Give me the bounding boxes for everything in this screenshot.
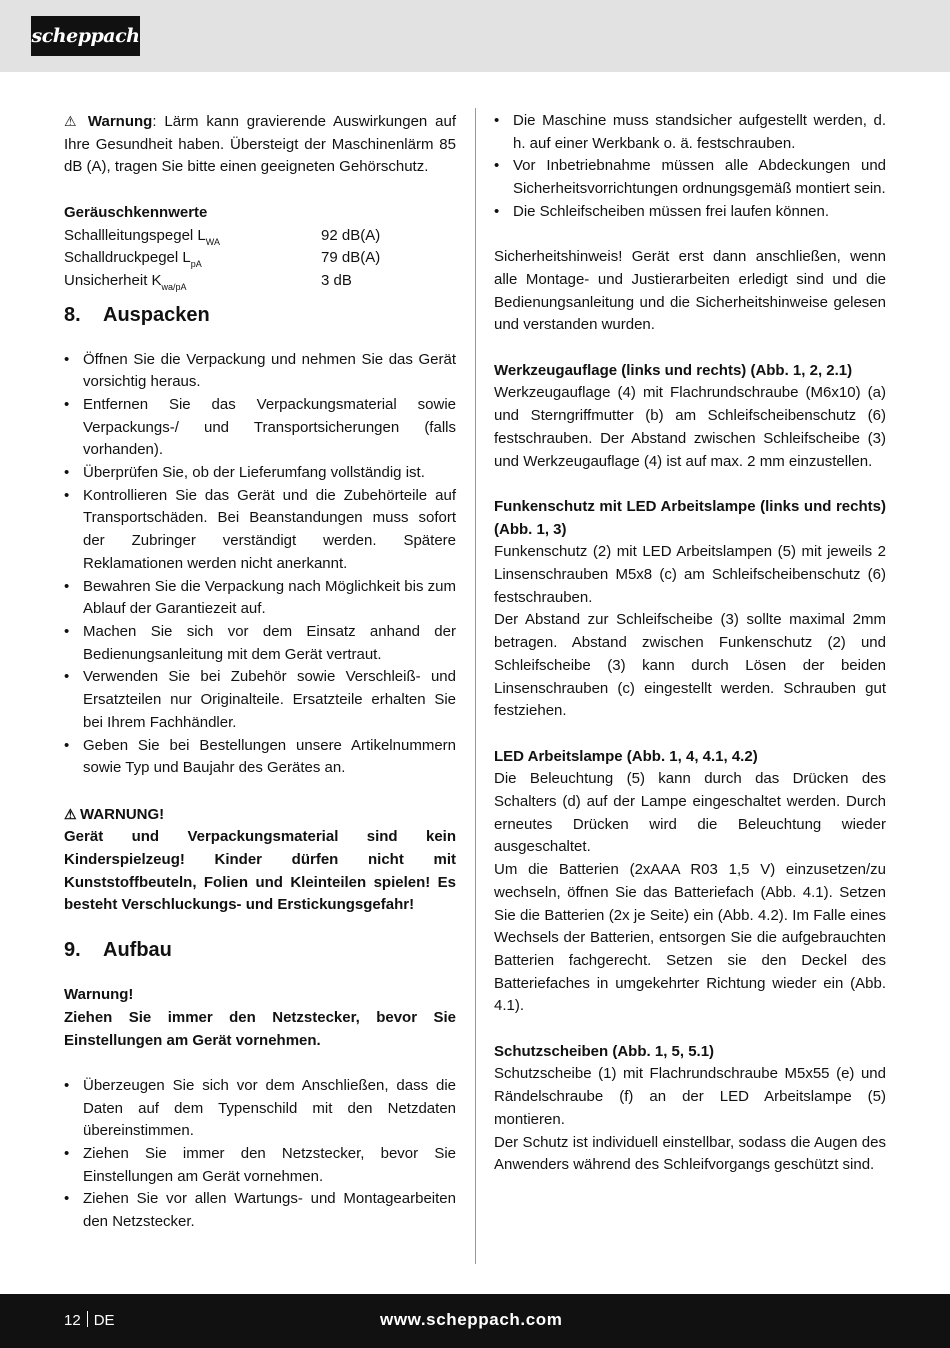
right-column bbox=[494, 110, 886, 1177]
page-header bbox=[0, 0, 950, 72]
noise-subscript: pA bbox=[190, 259, 202, 270]
shield-text: Der Schutz ist individuell einstellbar, sodass die Augen des Anwenders während des Schleifvorgangs geschützt sind. bbox=[494, 1133, 886, 1174]
language-code: DE bbox=[93, 1312, 115, 1329]
assembly-list bbox=[64, 1075, 456, 1234]
page-number-value: 12 bbox=[64, 1312, 81, 1329]
section-8-heading bbox=[64, 302, 456, 328]
warning-triangle-icon: ⚠ bbox=[64, 113, 77, 129]
scheppach-logo: scheppach bbox=[31, 16, 140, 56]
noise-heading: Geräuschkennwerte bbox=[64, 203, 208, 221]
noise-row bbox=[64, 270, 456, 293]
warning-title bbox=[64, 803, 456, 827]
list-item: • Machen Sie sich vor dem Einsatz anhand der Bedienungsanleitung mit dem Gerät vertraut. bbox=[64, 621, 456, 666]
list-item: • Öffnen Sie die Verpackung und nehmen Sie das Gerät vorsichtig heraus. bbox=[64, 349, 456, 394]
section-title: Aufbau bbox=[103, 939, 172, 962]
separator bbox=[87, 1311, 88, 1327]
noise-subscript: WA bbox=[205, 236, 220, 247]
noise-value: 3 dB bbox=[321, 271, 352, 289]
warning-triangle-icon: ⚠ bbox=[64, 805, 77, 822]
page-footer bbox=[0, 1294, 950, 1348]
spark-guard-text: Der Abstand zur Schleifscheibe (3) sollte maximal 2mm betragen. Abstand zwischen Funkenschutz (2) und Schleifscheibe (3) kann durch Lösen der beiden Linsenschrauben (c) eingestellt werden. Schrauben gut festziehen. bbox=[494, 611, 886, 720]
list-item: • Die Schleifscheiben müssen frei laufen können. bbox=[494, 201, 886, 224]
assembly-warning-title: Warnung! bbox=[64, 986, 134, 1004]
led-lamp-text: Um die Batterien (2xAAA R03 1,5 V) einzusetzen/zu wechseln, öffnen Sie das Batteriefach (Abb. 4.1). Setzen Sie die Batterien (2x je Seite) ein (Abb. 4.2). Im Falle eines Wechsels der Batterien, entsorgen Sie die aufgebrauchten Batterien fachgerecht. Setzen sie den Deckel des Batteriefaches in umgekehrter Richtung wieder ein (Abb. 4.1). bbox=[494, 861, 886, 1015]
warning-title-text: WARNUNG! bbox=[80, 805, 165, 823]
section-number: 8. bbox=[64, 303, 81, 326]
tool-rest-text: Werkzeugauflage (4) mit Flachrundschraube (M6x10) (a) und Sterngriffmutter (b) am Schleifscheibenschutz (6) festschrauben. Der Abstand zwischen Schleifscheibe (3) und Werkzeugauflage (4) ist auf max. 2 mm einzustellen. bbox=[494, 384, 886, 470]
noise-value: 92 dB(A) bbox=[321, 226, 381, 244]
led-lamp-text: Die Beleuchtung (5) kann durch das Drücken des Schalters (d) auf der Lampe eingeschaltet werden. Durch erneutes Drücken wird die Beleuchtung wieder ausgeschaltet. bbox=[494, 770, 886, 856]
noise-label: Schalldruckpegel L bbox=[64, 249, 191, 267]
list-item: • Überprüfen Sie, ob der Lieferumfang vollständig ist. bbox=[64, 462, 456, 485]
noise-label: Unsicherheit K bbox=[64, 271, 162, 289]
left-column bbox=[64, 110, 456, 1234]
section-number: 9. bbox=[64, 939, 81, 962]
warning-label: Warnung bbox=[87, 113, 153, 130]
noise-row bbox=[64, 247, 456, 270]
list-item: • Die Maschine muss standsicher aufgestellt werden, d. h. auf einer Werkbank o. ä. festschrauben. bbox=[494, 110, 886, 155]
noise-table bbox=[64, 225, 456, 293]
setup-list bbox=[494, 110, 886, 224]
warning-text: : Lärm kann gravierende Auswirkungen auf Ihre Gesundheit haben. Übersteigt der Maschinenlärm 85 dB (A), tragen Sie bitte einen geeigneten Gehörschutz. bbox=[64, 113, 456, 176]
tool-rest-title: Werkzeugauflage (links und rechts) (Abb. 1, 2, 2.1) bbox=[494, 361, 853, 379]
section-9-heading bbox=[64, 937, 456, 963]
section-title: Auspacken bbox=[103, 303, 210, 326]
list-item: • Ziehen Sie vor allen Wartungs- und Montagearbeiten den Netzstecker. bbox=[64, 1188, 456, 1233]
column-divider bbox=[475, 108, 476, 1264]
led-lamp-title: LED Arbeitslampe (Abb. 1, 4, 4.1, 4.2) bbox=[494, 747, 758, 765]
list-item: • Bewahren Sie die Verpackung nach Möglichkeit bis zum Ablauf der Garantiezeit auf. bbox=[64, 576, 456, 621]
list-item: • Geben Sie bei Bestellungen unsere Artikelnummern sowie Typ und Baujahr des Gerätes an. bbox=[64, 735, 456, 780]
list-item: • Verwenden Sie bei Zubehör sowie Verschleiß- und Ersatzteilen nur Originalteile. Ersatzteile erhalten Sie bei Ihrem Fachhändler. bbox=[64, 666, 456, 734]
list-item: • Entfernen Sie das Verpackungsmaterial sowie Verpackungs-/ und Transportsicherungen (falls vorhanden). bbox=[64, 394, 456, 462]
noise-subscript: wa/pA bbox=[161, 281, 187, 292]
spark-guard-title: Funkenschutz mit LED Arbeitslampe (links und rechts) (Abb. 1, 3) bbox=[494, 497, 886, 538]
safety-note: Sicherheitshinweis! Gerät erst dann anschließen, wenn alle Montage- und Justierarbeiten erledigt sind und die Bedienungsanleitung und die Sicherheitshinweise gelesen und verstanden wurden. bbox=[494, 248, 886, 334]
spark-guard-text: Funkenschutz (2) mit LED Arbeitslampen (5) mit jeweils 2 Linsenschrauben M5x8 (c) am Schleifscheibenschutz (6) festschrauben. bbox=[494, 543, 886, 606]
assembly-warning-text: Ziehen Sie immer den Netzstecker, bevor Sie Einstellungen am Gerät vornehmen. bbox=[64, 1008, 456, 1049]
noise-label: Schallleitungspegel L bbox=[64, 226, 206, 244]
website-link[interactable]: www.scheppach.com bbox=[380, 1310, 563, 1329]
list-item: • Überzeugen Sie sich vor dem Anschließen, dass die Daten auf dem Typenschild mit den Netzdaten übereinstimmen. bbox=[64, 1075, 456, 1143]
noise-value: 79 dB(A) bbox=[321, 249, 381, 267]
list-item: • Vor Inbetriebnahme müssen alle Abdeckungen und Sicherheitsvorrichtungen ordnungsgemäß montiert sein. bbox=[494, 155, 886, 200]
shield-title: Schutzscheiben (Abb. 1, 5, 5.1) bbox=[494, 1042, 715, 1060]
noise-row bbox=[64, 225, 456, 248]
unpacking-list bbox=[64, 349, 456, 780]
child-warning-text: Gerät und Verpackungsmaterial sind kein Kinderspielzeug! Kinder dürfen nicht mit Kunststoffbeuteln, Folien und Kleinteilen spielen! Es besteht Verschluckungs- und Erstickungsgefahr! bbox=[64, 828, 456, 914]
page-number bbox=[64, 1310, 115, 1332]
noise-warning bbox=[64, 110, 456, 179]
list-item: • Ziehen Sie immer den Netzstecker, bevor Sie Einstellungen am Gerät vornehmen. bbox=[64, 1143, 456, 1188]
list-item: • Kontrollieren Sie das Gerät und die Zubehörteile auf Transportschäden. Bei Beanstandungen muss sofort der Zubringer verständigt werden. Spätere Reklamationen werden nicht anerkannt. bbox=[64, 485, 456, 576]
shield-text: Schutzscheibe (1) mit Flachrundschraube M5x55 (e) und Rändelschraube (f) an der LED Arbeitslampe (5) montieren. bbox=[494, 1065, 886, 1128]
